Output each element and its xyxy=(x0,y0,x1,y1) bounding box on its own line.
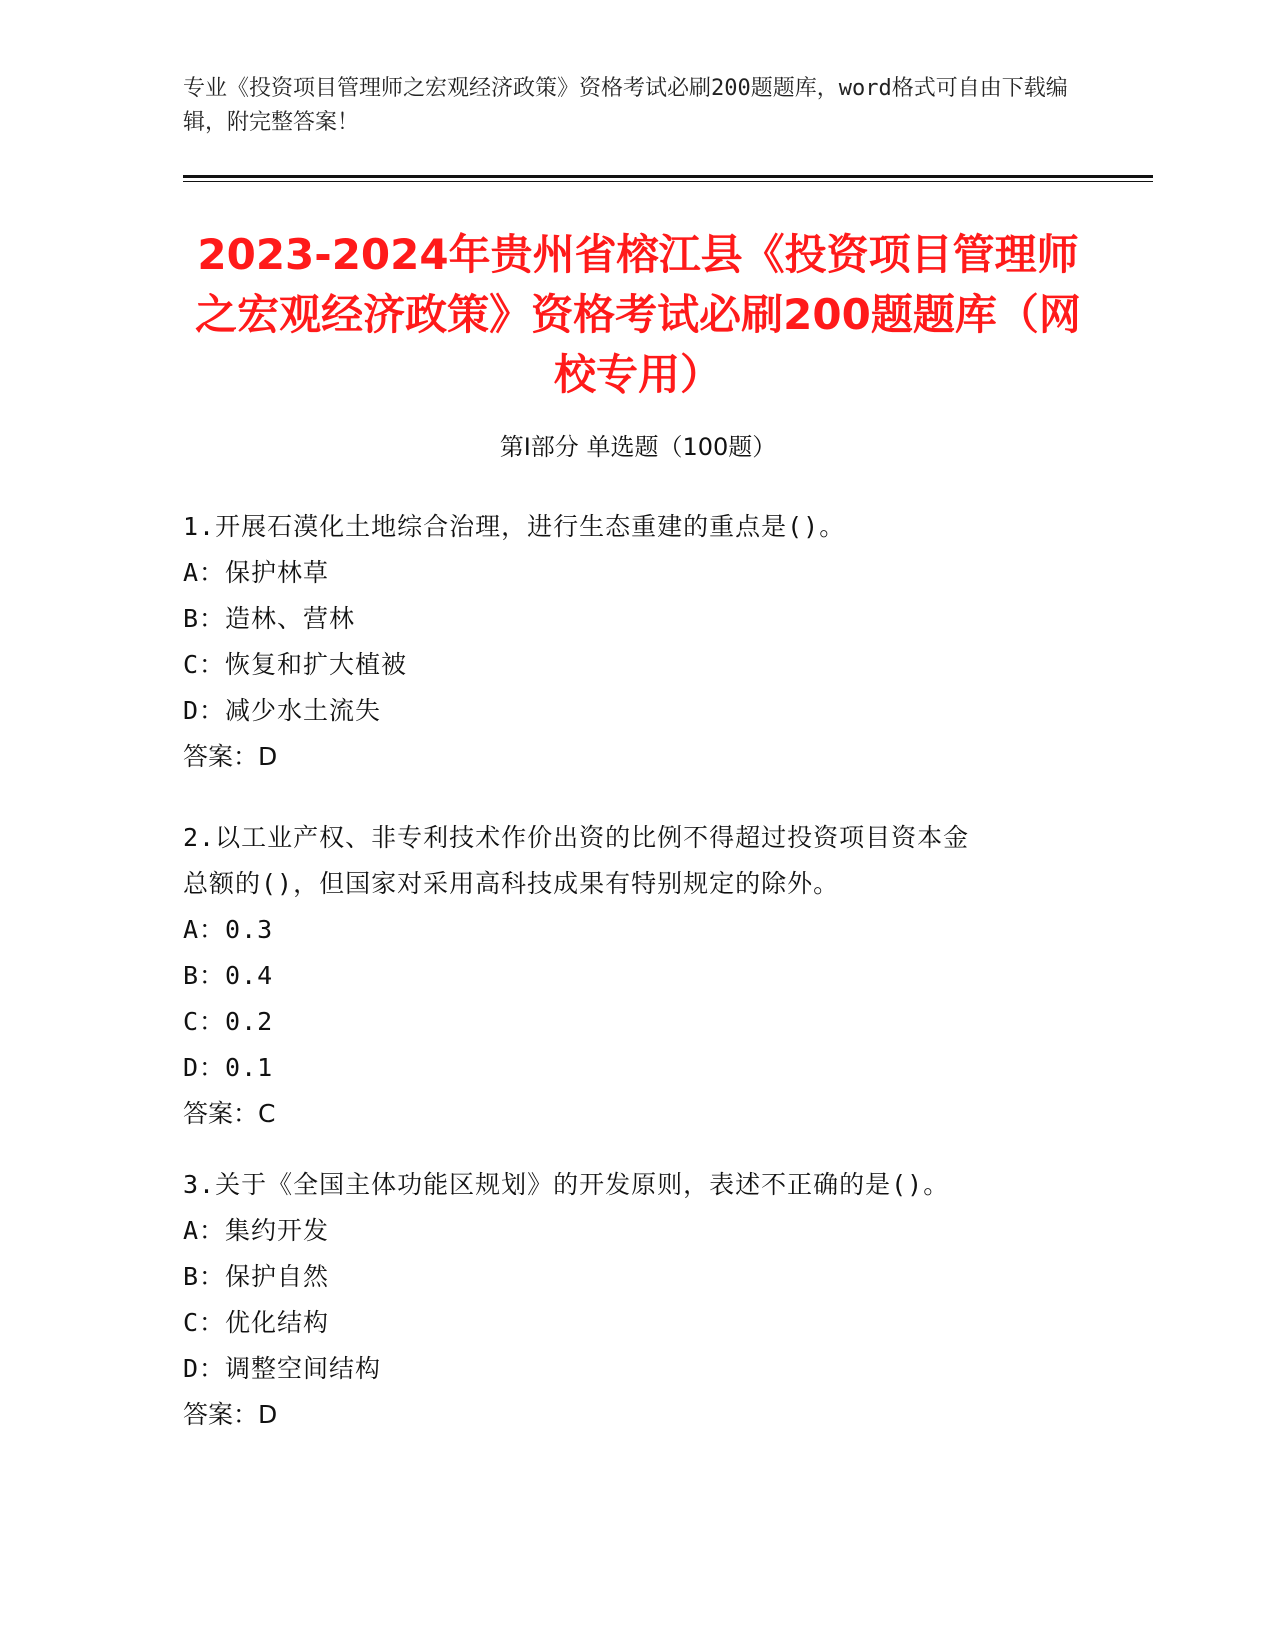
option-b: B：保护自然 xyxy=(183,1262,330,1291)
question-stem: 1.开展石漠化土地综合治理，进行生态重建的重点是()。 xyxy=(183,512,846,541)
option-c: C：0.2 xyxy=(183,1007,274,1036)
option-b: B：造林、营林 xyxy=(183,604,356,633)
question-stem: 2.以工业产权、非专利技术作价出资的比例不得超过投资项目资本金 xyxy=(183,823,970,852)
option-a: A：集约开发 xyxy=(183,1216,330,1245)
option-a: A：保护林草 xyxy=(183,558,330,587)
option-d: D：调整空间结构 xyxy=(183,1354,382,1383)
document-title: 2023-2024年贵州省榕江县《投资项目管理师之宏观经济政策》资格考试必刷200题题库（网校专用） xyxy=(195,230,1081,399)
question-stem-continued: 总额的()，但国家对采用高科技成果有特别规定的除外。 xyxy=(183,869,840,898)
option-d: D：减少水土流失 xyxy=(183,696,382,725)
header-divider-thick xyxy=(183,175,1153,178)
question-stem: 3.关于《全国主体功能区规划》的开发原则，表述不正确的是()。 xyxy=(183,1170,950,1199)
option-a: A：0.3 xyxy=(183,915,274,944)
section-heading: 第Ⅰ部分 单选题（100题） xyxy=(499,433,777,461)
question-item xyxy=(183,1162,1063,1438)
header-divider-thin xyxy=(183,181,1153,182)
option-d: D：0.1 xyxy=(183,1053,274,1082)
option-c: C：恢复和扩大植被 xyxy=(183,650,408,679)
answer-line: 答案：D xyxy=(183,742,278,771)
question-item xyxy=(183,504,1063,780)
option-b: B：0.4 xyxy=(183,961,274,990)
answer-line: 答案：C xyxy=(183,1099,276,1128)
question-item xyxy=(183,815,1063,1137)
document-header-note: 专业《投资项目管理师之宏观经济政策》资格考试必刷200题题库，word格式可自由下载编辑，附完整答案！ xyxy=(183,76,1068,135)
answer-line: 答案：D xyxy=(183,1400,278,1429)
option-c: C：优化结构 xyxy=(183,1308,330,1337)
